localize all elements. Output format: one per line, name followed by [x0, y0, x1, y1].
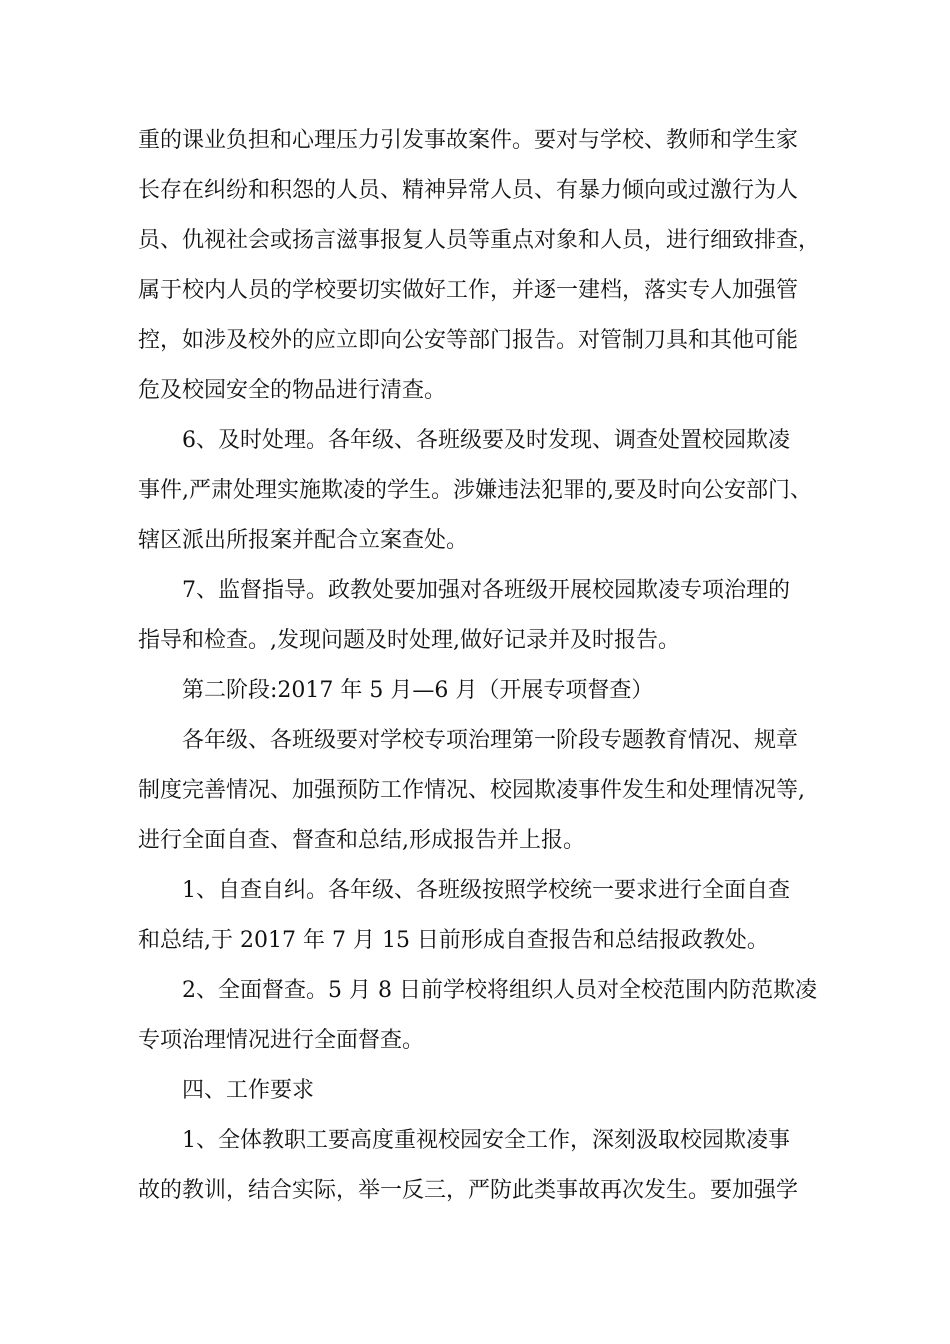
text-line: 6、及时处理。各年级、各班级要及时发现、调查处置校园欺凌: [182, 428, 790, 453]
text-line: 2、全面督查。5 月 8 日前学校将组织人员对全校范围内防范欺凌: [182, 978, 817, 1003]
paragraph-self-check: [138, 866, 818, 966]
text-line: 第二阶段:2017 年 5 月—6 月（开展专项督查）: [182, 678, 654, 703]
text-line: 辖区派出所报案并配合立案查处。: [138, 528, 469, 553]
paragraph-full-inspection: [138, 966, 818, 1066]
text-line: 员、仇视社会或扬言滋事报复人员等重点对象和人员，进行细致排查，: [138, 228, 821, 253]
text-line: 四、工作要求: [182, 1078, 315, 1103]
text-line: 制度完善情况、加强预防工作情况、校园欺凌事件发生和处理情况等,: [138, 778, 805, 803]
text-line: 危及校园安全的物品进行清查。: [138, 378, 447, 403]
text-line: 重的课业负担和心理压力引发事故案件。要对与学校、教师和学生家: [138, 128, 799, 153]
text-line: 和总结,于 2017 年 7 月 15 日前形成自查报告和总结报政教处。: [138, 928, 769, 953]
document-body: [138, 116, 821, 1216]
text-line: 1、全体教职工要高度重视校园安全工作，深刻汲取校园欺凌事: [182, 1128, 790, 1153]
text-line: 控，如涉及校外的应立即向公安等部门报告。对管制刀具和其他可能: [138, 328, 799, 353]
paragraph-phase-two-intro: [138, 716, 818, 866]
text-line: 专项治理情况进行全面督查。: [138, 1028, 425, 1053]
text-line: 属于校内人员的学校要切实做好工作，并逐一建档，落实专人加强管: [138, 278, 799, 303]
paragraph-investigation: [138, 116, 821, 416]
paragraph-supervision: [138, 566, 818, 666]
text-line: 故的教训，结合实际，举一反三，严防此类事故再次发生。要加强学: [138, 1178, 799, 1203]
paragraph-requirement-one: [138, 1116, 818, 1216]
text-line: 事件,严肃处理实施欺凌的学生。涉嫌违法犯罪的,要及时向公安部门、: [138, 478, 812, 503]
text-line: 7、监督指导。政教处要加强对各班级开展校园欺凌专项治理的: [182, 578, 790, 603]
text-line: 长存在纠纷和积怨的人员、精神异常人员、有暴力倾向或过激行为人: [138, 178, 799, 203]
heading-phase-two: [138, 666, 818, 716]
text-line: 指导和检查。,发现问题及时处理,做好记录并及时报告。: [138, 628, 680, 653]
heading-work-requirements: [138, 1066, 818, 1116]
text-line: 进行全面自查、督查和总结,形成报告并上报。: [138, 828, 585, 853]
paragraph-timely-handling: [138, 416, 818, 566]
text-line: 各年级、各班级要对学校专项治理第一阶段专题教育情况、规章: [182, 728, 799, 753]
text-line: 1、自查自纠。各年级、各班级按照学校统一要求进行全面自查: [182, 878, 790, 903]
